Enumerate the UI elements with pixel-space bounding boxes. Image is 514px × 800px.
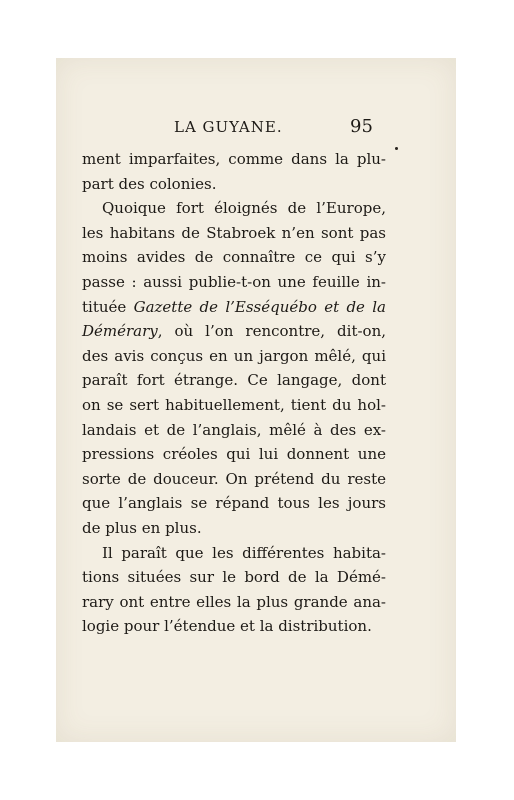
text-line: rary ont entre elles la plus grande ana- bbox=[82, 592, 386, 611]
newspaper-title-end: Démérary bbox=[82, 322, 158, 341]
text-line bbox=[82, 319, 386, 344]
text-line: des avis conçus en un jargon mêlé, qui bbox=[82, 346, 386, 365]
text-line: landais et de l’anglais, mêlé à des ex- bbox=[82, 420, 386, 439]
newspaper-title: Gazette de l’Esséquébo et de la bbox=[133, 297, 386, 316]
text-line: on se sert habituellement, tient du hol- bbox=[82, 395, 386, 414]
text-line: ment imparfaites, comme dans la plu- bbox=[82, 150, 386, 168]
text-line: de plus en plus. bbox=[82, 518, 202, 537]
page-number: 95 bbox=[350, 116, 373, 137]
text-line: Quoique fort éloignés de l’Europe, bbox=[102, 199, 386, 218]
text-line: paraît fort étrange. Ce langage, dont bbox=[82, 371, 386, 390]
text-segment: tituée bbox=[82, 297, 134, 316]
running-title: LA GUYANE. bbox=[174, 118, 283, 136]
body-text bbox=[82, 147, 386, 639]
text-line bbox=[82, 295, 386, 320]
text-line: pressions créoles qui lui donnent une bbox=[82, 445, 386, 464]
text-line: passe : aussi publie-t-on une feuille in- bbox=[82, 272, 386, 291]
text-segment: , où l’on rencontre, dit-on, bbox=[157, 322, 386, 341]
ink-speck bbox=[395, 147, 398, 150]
page-header bbox=[0, 116, 514, 142]
text-line: que l’anglais se répand tous les jours bbox=[82, 494, 386, 513]
text-line: moins avides de connaître ce qui s’y bbox=[82, 248, 386, 267]
text-line: part des colonies. bbox=[82, 174, 217, 193]
text-line: Il paraît que les différentes habita- bbox=[102, 543, 386, 562]
text-line: tions situées sur le bord de la Démé- bbox=[82, 568, 386, 587]
text-line: logie pour l’étendue et la distribution. bbox=[82, 617, 372, 636]
text-line: les habitans de Stabroek n’en sont pas bbox=[82, 223, 386, 242]
text-line: sorte de douceur. On prétend du reste bbox=[82, 469, 386, 488]
